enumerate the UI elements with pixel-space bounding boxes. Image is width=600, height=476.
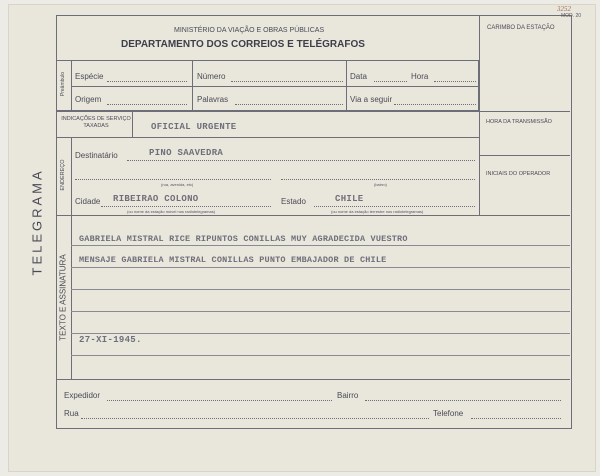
text-rule-4 (71, 311, 570, 312)
text-rule-6 (71, 355, 570, 356)
text-rule-5 (71, 333, 570, 334)
destinatario-field[interactable] (127, 160, 475, 161)
street-field[interactable] (75, 179, 271, 180)
endereco-vertical: ENDEREÇO (60, 159, 66, 191)
text-rule-2 (71, 267, 570, 268)
telefone-label: Telefone (433, 409, 464, 418)
via-label: Via a seguir (350, 95, 393, 104)
message-line-1: GABRIELA MISTRAL RICE RIPUNTOS CONILLAS MUY AGRADECIDA VUESTRO (79, 234, 408, 244)
message-line-2: MENSAJE GABRIELA MISTRAL CONILLAS PUNTO EMBAJADOR DE CHILE (79, 255, 387, 265)
destinatario-label: Destinatário (75, 151, 118, 160)
palavras-field[interactable] (235, 104, 343, 105)
via-field[interactable] (394, 104, 476, 105)
telefone-field[interactable] (471, 418, 561, 419)
hora-transmissao-label: HORA DA TRANSMISSÃO (486, 119, 552, 125)
numero-label: Número (197, 72, 226, 81)
corner-note: 3252 (557, 5, 571, 13)
text-rule-3 (71, 289, 570, 290)
rua-hint: (rua, avenida, etc) (161, 182, 194, 187)
address-col-divider (71, 137, 72, 215)
bairro-hint: (bairro) (374, 182, 387, 187)
service-value: OFICIAL URGENTE (151, 122, 237, 132)
department-title: DEPARTAMENTO DOS CORREIOS E TELÉGRAFOS (121, 39, 365, 50)
hora-field[interactable] (434, 81, 476, 82)
preamble-divider-2 (346, 60, 347, 111)
right-column-divider (479, 15, 480, 215)
especie-field[interactable] (107, 81, 187, 82)
origem-label: Origem (75, 95, 102, 104)
data-field[interactable] (374, 81, 407, 82)
rua-label: Rua (64, 409, 79, 418)
especie-label: Espécie (75, 72, 104, 81)
telegram-form (8, 4, 596, 472)
hora-label: Hora (411, 72, 429, 81)
numero-field[interactable] (231, 81, 343, 82)
bairro-footer-label: Bairro (337, 391, 359, 400)
destinatario-value: PINO SAAVEDRA (149, 148, 224, 158)
service-label: INDICAÇÕES DE SERVIÇO TAXADAS (61, 116, 131, 129)
ministry-title: MINISTÉRIO DA VIAÇÃO E OBRAS PÚBLICAS (174, 27, 325, 34)
right-col-mid-line (479, 155, 570, 156)
preambulo-vertical: Preâmbulo (60, 71, 66, 97)
rua-field[interactable] (81, 418, 429, 419)
estado-hint: (ou nome da estação terrestre nos radiotelegramas) (331, 209, 424, 214)
preamble-divider-1 (192, 60, 193, 111)
cidade-field[interactable] (101, 206, 271, 207)
text-block-top (56, 215, 570, 216)
message-date: 27-XI-1945. (79, 335, 142, 345)
service-row-top (56, 111, 570, 112)
bairro-footer-field[interactable] (365, 400, 561, 401)
texto-assinatura-vertical: TEXTO E ASSINATURA (58, 254, 68, 341)
estado-label: Estado (281, 197, 306, 206)
cidade-label: Cidade (75, 197, 101, 206)
carimbo-label: CARIMBO DA ESTAÇÃO (487, 25, 555, 31)
data-label: Data (350, 72, 367, 81)
cidade-hint: (ou nome da estação móvel nos radiotelegramas) (127, 209, 216, 214)
preamble-mid-line (71, 86, 479, 87)
estado-value: CHILE (335, 194, 364, 204)
text-rule-1 (71, 245, 570, 246)
telegrama-vertical: TELEGRAMA (29, 168, 45, 276)
cidade-value: RIBEIRAO COLONO (113, 194, 199, 204)
service-row-bottom (56, 137, 480, 138)
iniciais-operador-label: INICIAIS DO OPERADOR (486, 171, 551, 177)
expedidor-label: Expedidor (64, 391, 101, 400)
footer-top (56, 379, 570, 380)
origem-field[interactable] (107, 104, 187, 105)
service-label-divider (132, 111, 133, 138)
palavras-label: Palavras (197, 95, 229, 104)
estado-field[interactable] (314, 206, 475, 207)
form-code: MOD. 20 (561, 13, 582, 19)
bairro-field[interactable] (281, 179, 475, 180)
expedidor-field[interactable] (107, 400, 332, 401)
